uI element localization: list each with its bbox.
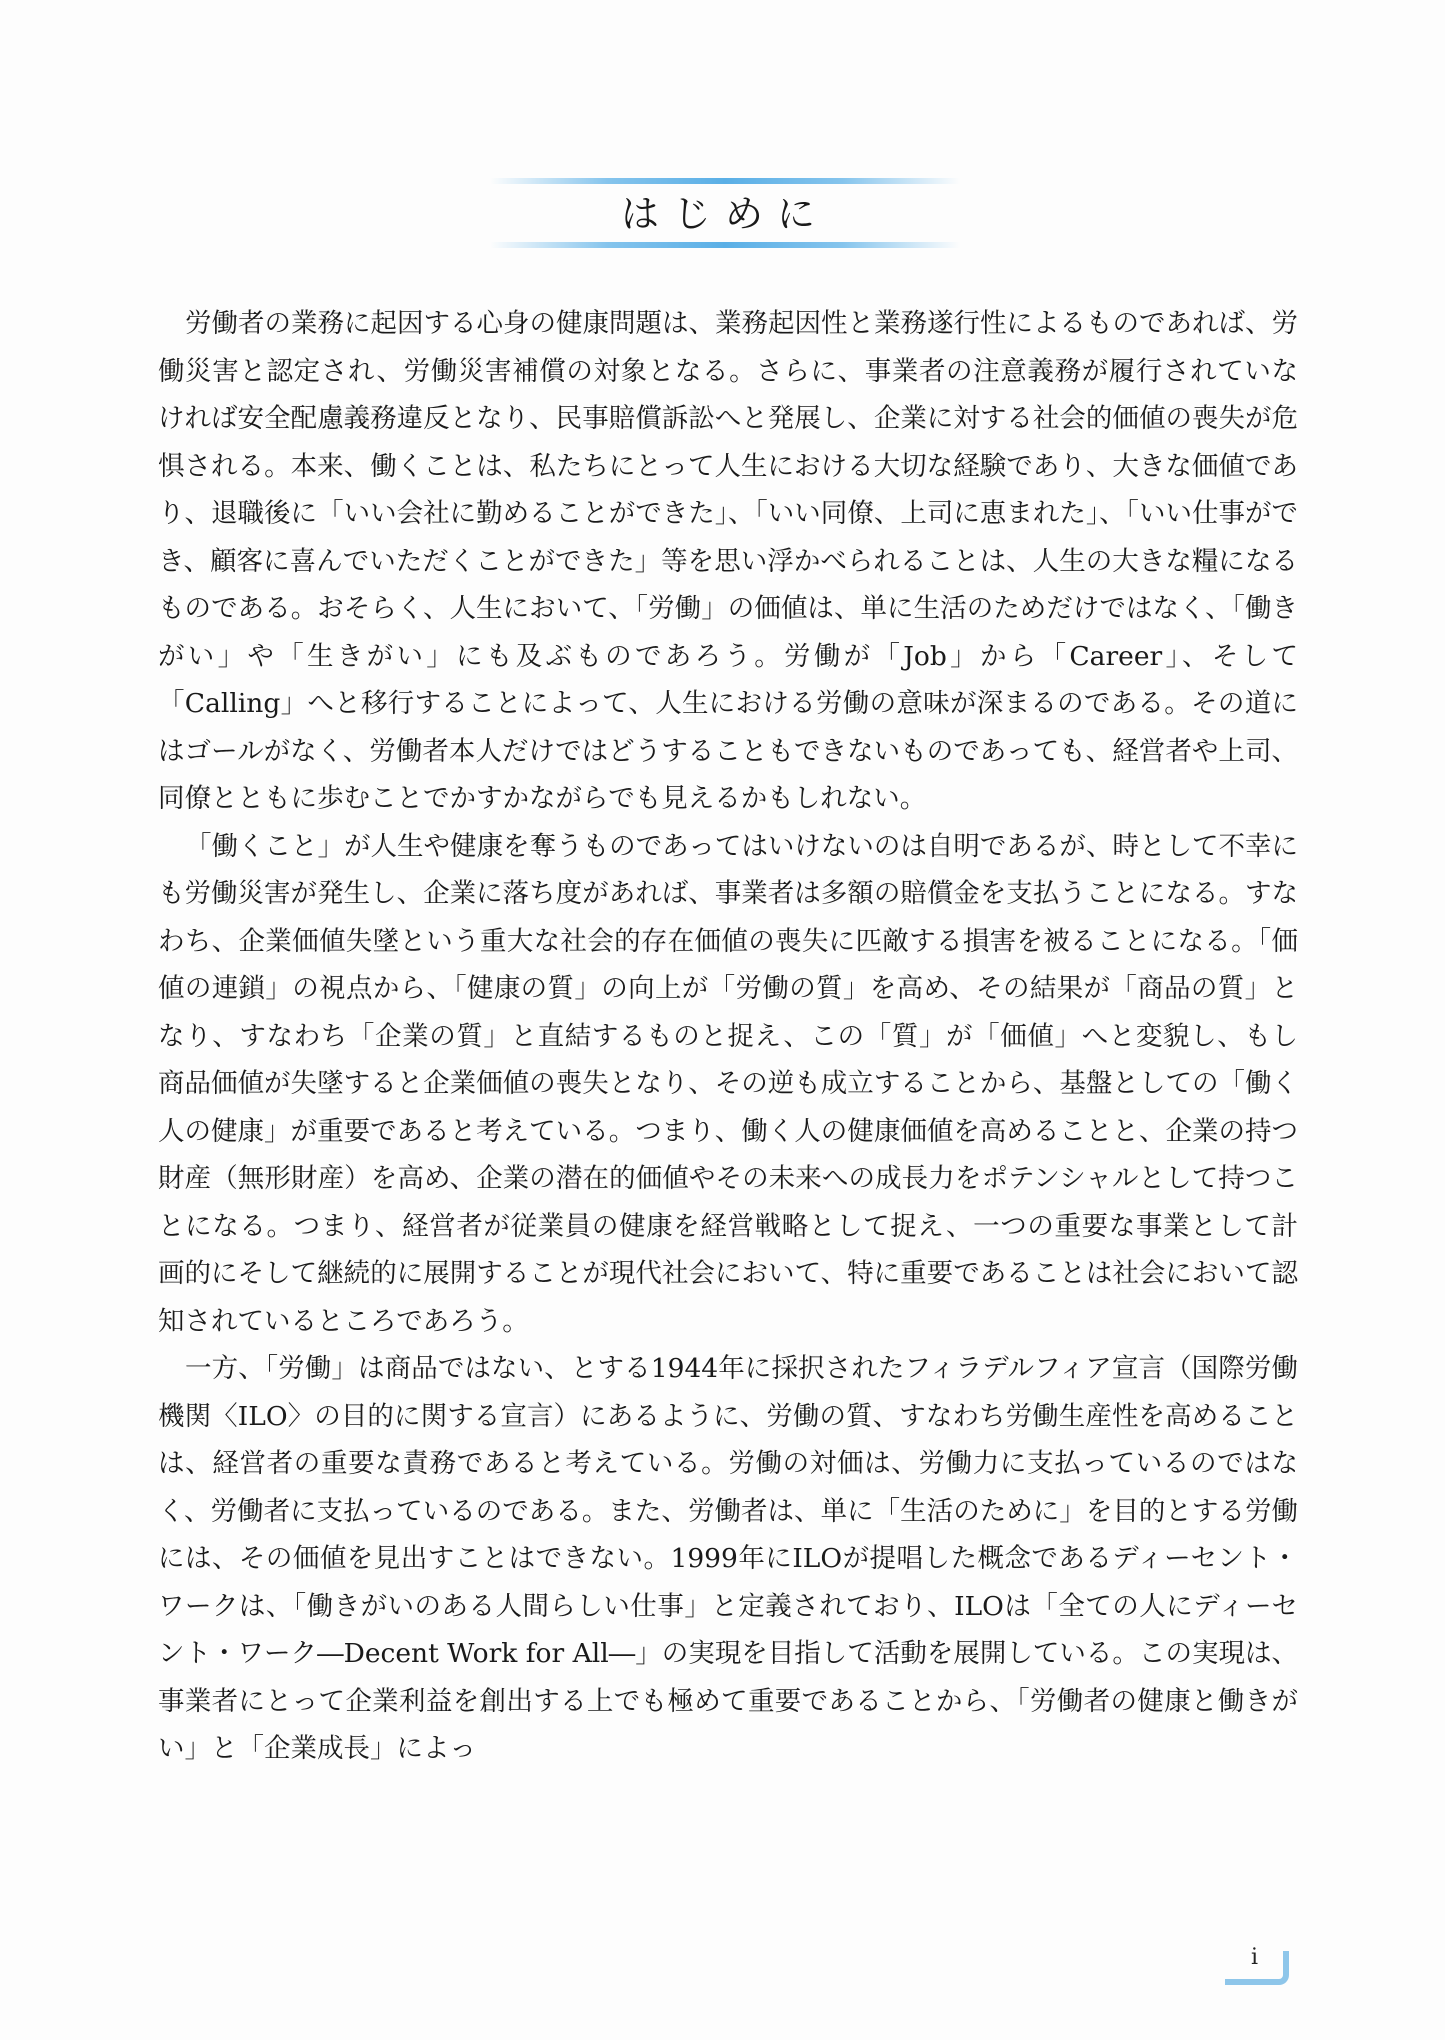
title-bottom-rule <box>490 242 960 248</box>
paragraph-2: 「働くこと」が人生や健康を奪うものであってはいけないのは自明であるが、時として不幸にも労働災害が発生し、企業に落ち度があれば、事業者は多額の賠償金を支払うことになる。すなわち、企業価値失墜という重大な社会的存在価値の喪失に匹敵する損害を被ることになる。「価値の連鎖」の視点から、「健康の質」の向上が「労働の質」を高め、その結果が「商品の質」となり、すなわち「企業の質」と直結するものと捉え、この「質」が「価値」へと変貌し、もし商品価値が失墜すると企業価値の喪失となり、その逆も成立することから、基盤としての「働く人の健康」が重要であると考えている。つまり、働く人の健康価値を高めることと、企業の持つ財産（無形財産）を高め、企業の潜在的価値やその未来への成長力をポテンシャルとして持つことになる。つまり、経営者が従業員の健康を経営戦略として捉え、一つの重要な事業として計画的にそして継続的に展開することが現代社会において、特に重要であることは社会において認知されているところであろう。 <box>158 830 1298 1337</box>
paragraph-1: 労働者の業務に起因する心身の健康問題は、業務起因性と業務遂行性によるものであれば、労働災害と認定され、労働災害補償の対象となる。さらに、事業者の注意義務が履行されていなければ安全配慮義務違反となり、民事賠償訴訟へと発展し、企業に対する社会的価値の喪失が危惧される。本来、働くことは、私たちにとって人生における大切な経験であり、大きな価値であり、退職後に「いい会社に勤めることができた」、「いい同僚、上司に恵まれた」、「いい仕事ができ、顧客に喜んでいただくことができた」等を思い浮かべられることは、人生の大きな糧になるものである。おそらく、人生において、「労働」の価値は、単に生活のためだけではなく、「働きがい」や「生きがい」にも及ぶものであろう。労働が「Job」から「Career」、そして「Calling」へと移行することによって、人生における労働の意味が深まるのである。その道にはゴールがなく、労働者本人だけではどうすることもできないものであっても、経営者や上司、同僚とともに歩むことでかすかながらでも見えるかもしれない。 <box>158 308 1298 814</box>
title-block <box>490 178 960 250</box>
body-text <box>158 300 1298 1773</box>
paragraph-3: 一方、「労働」は商品ではない、とする1944年に採択されたフィラデルフィア宣言（国際労働機関〈ILO〉の目的に関する宣言）にあるように、労働の質、すなわち労働生産性を高めることは、経営者の重要な責務であると考えている。労働の対価は、労働力に支払っているのではなく、労働者に支払っているのである。また、労働者は、単に「生活のために」を目的とする労働には、その価値を見出すことはできない。1999年にILOが提唱した概念であるディーセント・ワークは、「働きがいのある人間らしい仕事」と定義されており、ILOは「全ての人にディーセント・ワーク―Decent Work for All―」の実現を目指して活動を展開している。この実現は、事業者にとって企業利益を創出する上でも極めて重要であることから、「労働者の健康と働きがい」と「企業成長」によっ <box>158 1353 1298 1764</box>
page-number: i <box>1251 1945 1259 1970</box>
page-title: はじめに <box>620 192 829 236</box>
title-top-rule <box>490 178 960 184</box>
page-footer <box>1225 1945 1285 1985</box>
